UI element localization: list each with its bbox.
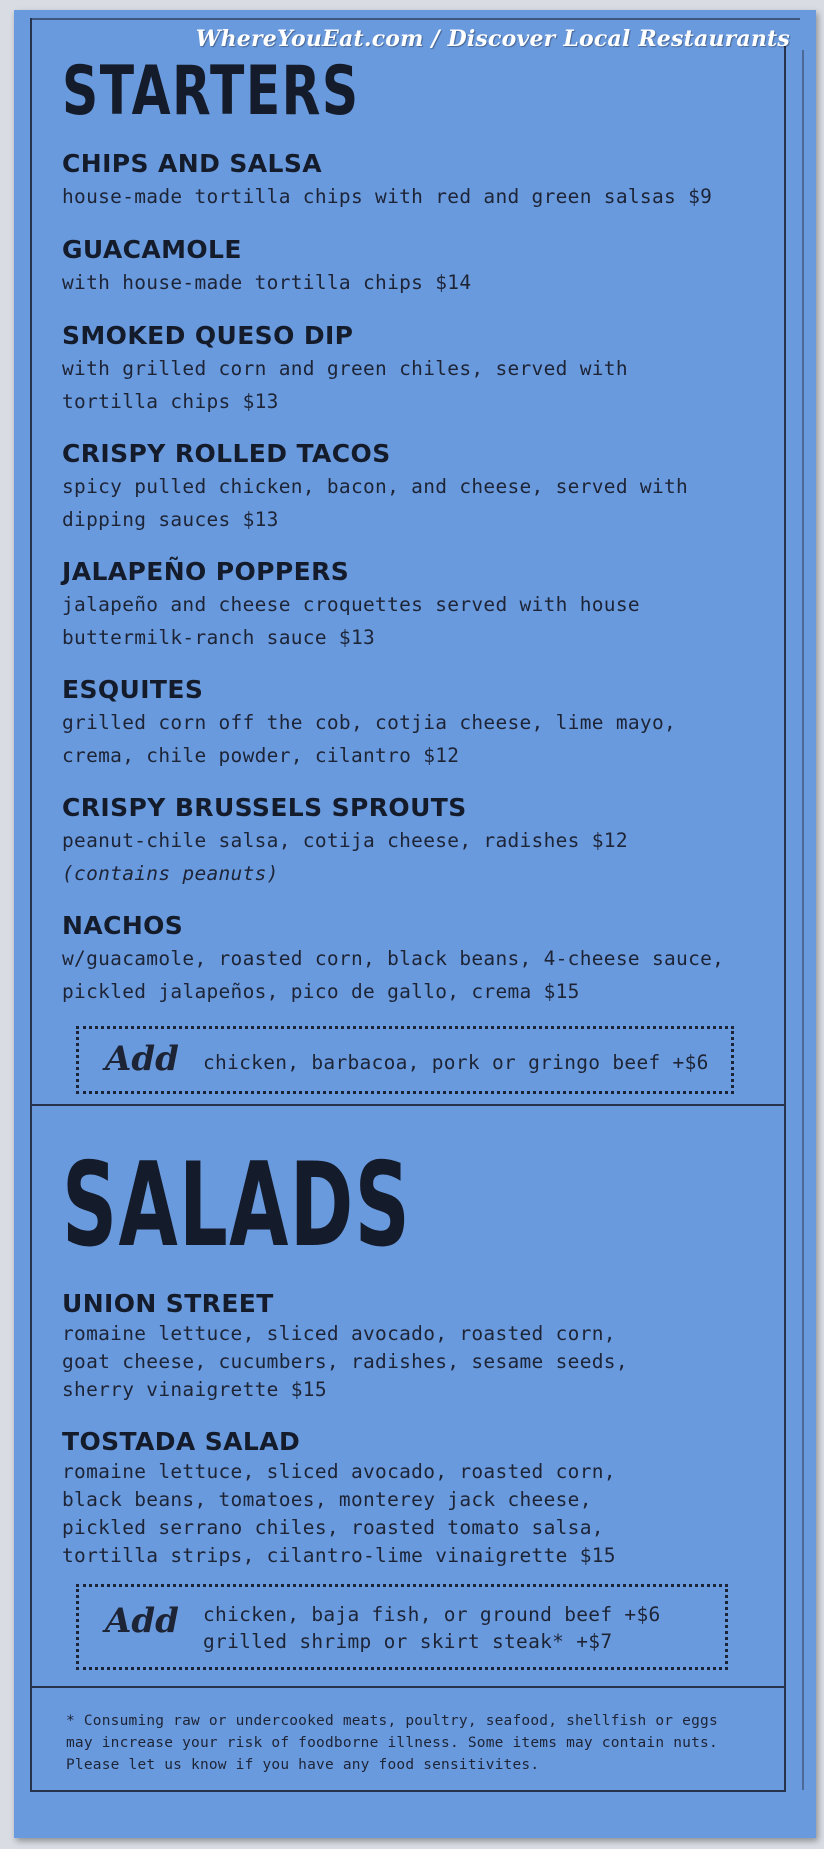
frame-bottom-border: [30, 1790, 786, 1792]
item-description: romaine lettuce, sliced avocado, roasted corn,: [62, 1460, 616, 1483]
section-divider: [30, 1686, 786, 1688]
menu-item: [62, 320, 762, 418]
item-name: CHIPS AND SALSA: [62, 149, 322, 178]
item-description: tortilla strips, cilantro-lime vinaigrette $15: [62, 1544, 616, 1567]
menu-item: [62, 556, 762, 654]
item-name: TOSTADA SALAD: [62, 1427, 301, 1456]
item-description: spicy pulled chicken, bacon, and cheese, served with: [62, 475, 689, 498]
add-on-text: chicken, baja fish, or ground beef +$6: [203, 1603, 661, 1626]
item-description: house-made tortilla chips with red and green salsas $9: [62, 185, 713, 208]
item-description: sherry vinaigrette $15: [62, 1378, 327, 1401]
item-description: buttermilk-ranch sauce $13: [62, 626, 376, 649]
item-name: JALAPEÑO POPPERS: [62, 557, 350, 586]
section-divider: [30, 1104, 786, 1106]
menu-item: [62, 910, 762, 1008]
item-description: romaine lettuce, sliced avocado, roasted corn,: [62, 1322, 616, 1345]
food-safety-footnote: [66, 1710, 776, 1776]
item-description: w/guacamole, roasted corn, black beans, 4-cheese sauce,: [62, 947, 725, 970]
item-description: dipping sauces $13: [62, 508, 279, 531]
menu-page: [14, 10, 816, 1838]
item-name: UNION STREET: [62, 1289, 274, 1318]
item-description: pickled serrano chiles, roasted tomato salsa,: [62, 1516, 604, 1539]
item-description: with house-made tortilla chips $14: [62, 271, 472, 294]
item-description: jalapeño and cheese croquettes served with house: [62, 593, 640, 616]
item-name: SMOKED QUESO DIP: [62, 321, 354, 350]
footnote-line: may increase your risk of foodborne illness. Some items may contain nuts.: [66, 1735, 718, 1751]
frame-right-border: [784, 46, 786, 1792]
item-name: GUACAMOLE: [62, 235, 242, 264]
frame-left-border: [30, 18, 32, 1792]
menu-item: [62, 674, 762, 772]
item-name: ESQUITES: [62, 675, 204, 704]
add-label: Add: [105, 1039, 179, 1079]
menu-item: [62, 438, 762, 536]
item-description: tortilla chips $13: [62, 390, 279, 413]
add-on-text: chicken, barbacoa, pork or gringo beef +$6: [203, 1051, 709, 1074]
starters-heading: STARTERS: [62, 52, 360, 131]
page-fold-edge: [802, 50, 804, 1790]
add-on-text: grilled shrimp or skirt steak* +$7: [203, 1630, 613, 1653]
footnote-line: * Consuming raw or undercooked meats, poultry, seafood, shellfish or eggs: [66, 1713, 718, 1729]
item-description: pickled jalapeños, pico de gallo, crema $15: [62, 980, 580, 1003]
item-name: CRISPY ROLLED TACOS: [62, 439, 391, 468]
item-description: crema, chile powder, cilantro $12: [62, 744, 460, 767]
menu-item: [62, 234, 762, 299]
salads-add-on-box: [76, 1584, 728, 1670]
salads-heading: SALADS: [62, 1138, 412, 1273]
starters-add-on-box: [76, 1026, 734, 1094]
menu-item: [62, 1288, 762, 1404]
item-description: peanut-chile salsa, cotija cheese, radishes $12: [62, 829, 628, 852]
item-description: grilled corn off the cob, cotjia cheese, lime mayo,: [62, 711, 677, 734]
site-watermark: WhereYouEat.com / Discover Local Restaurants: [195, 26, 790, 52]
item-description: goat cheese, cucumbers, radishes, sesame seeds,: [62, 1350, 628, 1373]
menu-item: [62, 1426, 762, 1570]
add-label: Add: [105, 1601, 179, 1641]
menu-item: [62, 148, 762, 213]
item-name: NACHOS: [62, 911, 184, 940]
item-description: with grilled corn and green chiles, served with: [62, 357, 628, 380]
item-description: black beans, tomatoes, monterey jack cheese,: [62, 1488, 592, 1511]
footnote-line: Please let us know if you have any food sensitivites.: [66, 1757, 540, 1773]
item-name: CRISPY BRUSSELS SPROUTS: [62, 793, 467, 822]
frame-top-border: [30, 18, 800, 20]
menu-item: [62, 792, 762, 890]
allergen-note: (contains peanuts): [62, 862, 279, 885]
